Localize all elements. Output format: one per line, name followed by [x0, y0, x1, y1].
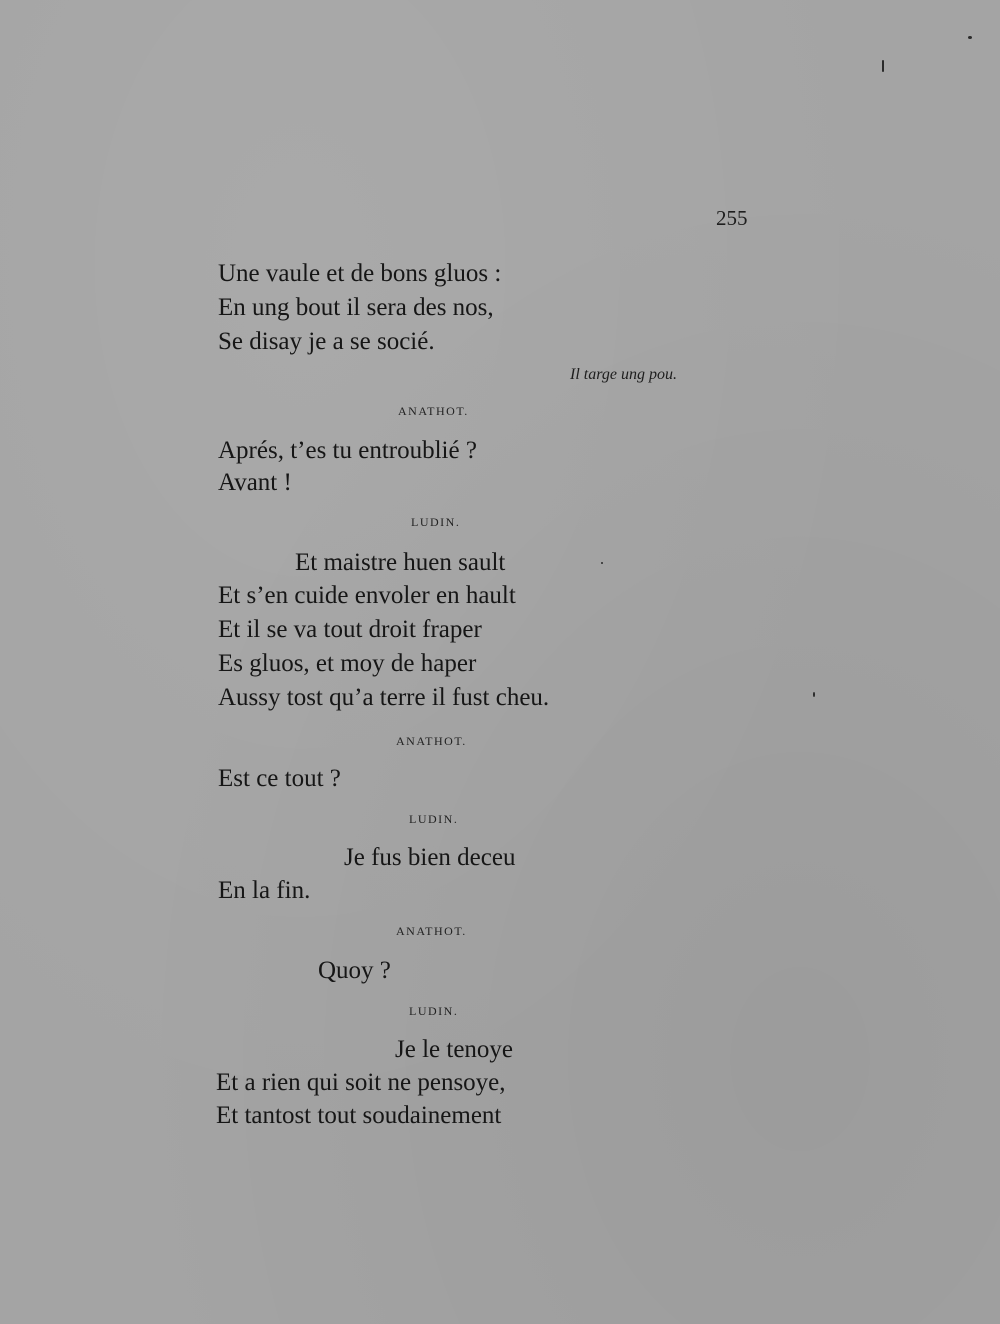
paper-speck: [968, 36, 972, 39]
speaker-name: LUDIN.: [411, 515, 461, 529]
verse-line: En ung bout il sera des nos,: [218, 294, 494, 321]
verse-line: Et maistre huen sault: [295, 549, 506, 576]
verse-line: Se disay je a se socié.: [218, 328, 435, 355]
verse-line: Une vaule et de bons gluos :: [218, 260, 502, 287]
speaker-name: ANATHOT.: [396, 734, 467, 748]
verse-line: Avant !: [218, 469, 292, 496]
verse-line: Quoy ?: [318, 957, 391, 984]
verse-line: Et il se va tout droit fraper: [218, 616, 482, 643]
stage-direction: Il targe ung pou.: [570, 366, 677, 383]
speaker-name: ANATHOT.: [398, 404, 469, 418]
paper-speck: [882, 60, 884, 72]
speaker-name: LUDIN.: [409, 812, 459, 826]
verse-line: Et a rien qui soit ne pensoye,: [216, 1069, 506, 1096]
verse-line: Et s’en cuide envoler en hault: [218, 582, 516, 609]
verse-line: Est ce tout ?: [218, 765, 341, 792]
verse-line: Aussy tost qu’a terre il fust cheu.: [218, 684, 550, 711]
verse-line: Je fus bien deceu: [344, 844, 516, 871]
verse-line: En la fin.: [218, 877, 311, 904]
verse-line: Je le tenoye: [395, 1036, 514, 1063]
speaker-name: LUDIN.: [409, 1004, 459, 1018]
verse-line: Aprés, t’es tu entroublié ?: [218, 437, 477, 464]
page-number: 255: [716, 206, 748, 230]
paper-speck: [813, 692, 815, 697]
verse-line: Et tantost tout soudainement: [216, 1102, 502, 1129]
speaker-name: ANATHOT.: [396, 924, 467, 938]
verse-line: Es gluos, et moy de haper: [218, 650, 477, 677]
paper-speck: [601, 562, 603, 564]
